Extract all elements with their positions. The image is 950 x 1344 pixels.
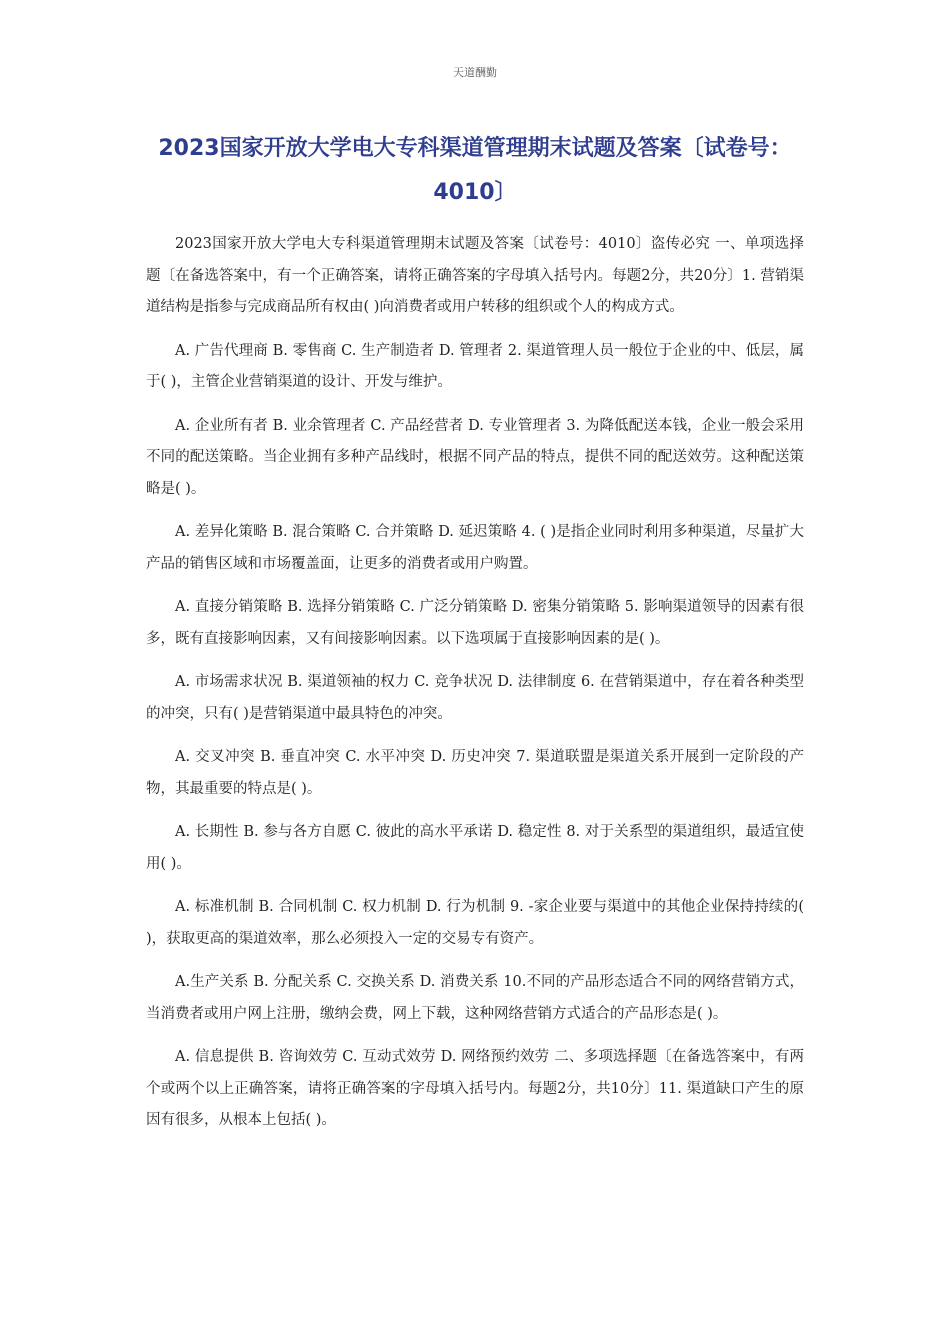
paragraph: A. 直接分销策略 B. 选择分销策略 C. 广泛分销策略 D. 密集分销策略 5. 影响渠道领导的因素有很多，既有直接影响因素，又有间接影响因素。以下选项属于直接影响因素的是( )。 — [146, 599, 804, 647]
paragraph: A.生产关系 B. 分配关系 C. 交换关系 D. 消费关系 10.不同的产品形态适合不同的网络营销方式，当消费者或用户网上注册，缴纳会费，网上下载，这种网络营销方式适合的产品形态是( )。 — [146, 974, 804, 1022]
paragraph: A. 差异化策略 B. 混合策略 C. 合并策略 D. 延迟策略 4. ( )是指企业同时利用多种渠道，尽量扩大产品的销售区域和市场覆盖面，让更多的消费者或用户购置。 — [146, 524, 804, 572]
paragraph: A. 市场需求状况 B. 渠道领袖的权力 C. 竞争状况 D. 法律制度 6. 在营销渠道中，存在着各种类型的冲突，只有( )是营销渠道中最具特色的冲突。 — [146, 674, 804, 722]
paragraph: A. 长期性 B. 参与各方自愿 C. 彼此的高水平承诺 D. 稳定性 8. 对于关系型的渠道组织，最适宜使用( )。 — [146, 824, 804, 872]
document-body — [146, 229, 804, 1149]
paragraph: A. 标准机制 B. 合同机制 C. 权力机制 D. 行为机制 9. -家企业要与渠道中的其他企业保持持续的( )，获取更高的渠道效率，那么必须投入一定的交易专有资产。 — [146, 899, 804, 947]
paragraph: A. 交叉冲突 B. 垂直冲突 C. 水平冲突 D. 历史冲突 7. 渠道联盟是渠道关系开展到一定阶段的产物，其最重要的特点是( )。 — [146, 749, 804, 797]
paragraph: A. 企业所有者 B. 业余管理者 C. 产品经营者 D. 专业管理者 3. 为降低配送本钱，企业一般会采用不同的配送策略。当企业拥有多种产品线时，根据不同产品的特点，提供不同的配送效劳。这种配送策略是( )。 — [146, 417, 804, 497]
paragraph: A. 信息提供 B. 咨询效劳 C. 互动式效劳 D. 网络预约效劳 二、多项选择题〔在备选答案中，有两个或两个以上正确答案，请将正确答案的字母填入括号内。每题2分，共10分〕11. 渠道缺口产生的原因有很多，从根本上包括( )。 — [146, 1049, 804, 1128]
paragraph: A. 广告代理商 B. 零售商 C. 生产制造者 D. 管理者 2. 渠道管理人员一般位于企业的中、低层，属于( )，主管企业营销渠道的设计、开发与维护。 — [146, 342, 804, 390]
paragraph: 2023国家开放大学电大专科渠道管理期末试题及答案〔试卷号：4010〕盗传必究 一、单项选择题〔在备选答案中，有一个正确答案，请将正确答案的字母填入括号内。每题2分，共20分〕1. 营销渠道结构是指参与完成商品所有权由( )向消费者或用户转移的组织或个人的构成方式。 — [146, 236, 804, 315]
document-title: 2023国家开放大学电大专科渠道管理期末试题及答案〔试卷号：4010〕 — [158, 136, 792, 205]
page-header: 天道酬勤 — [453, 66, 497, 79]
